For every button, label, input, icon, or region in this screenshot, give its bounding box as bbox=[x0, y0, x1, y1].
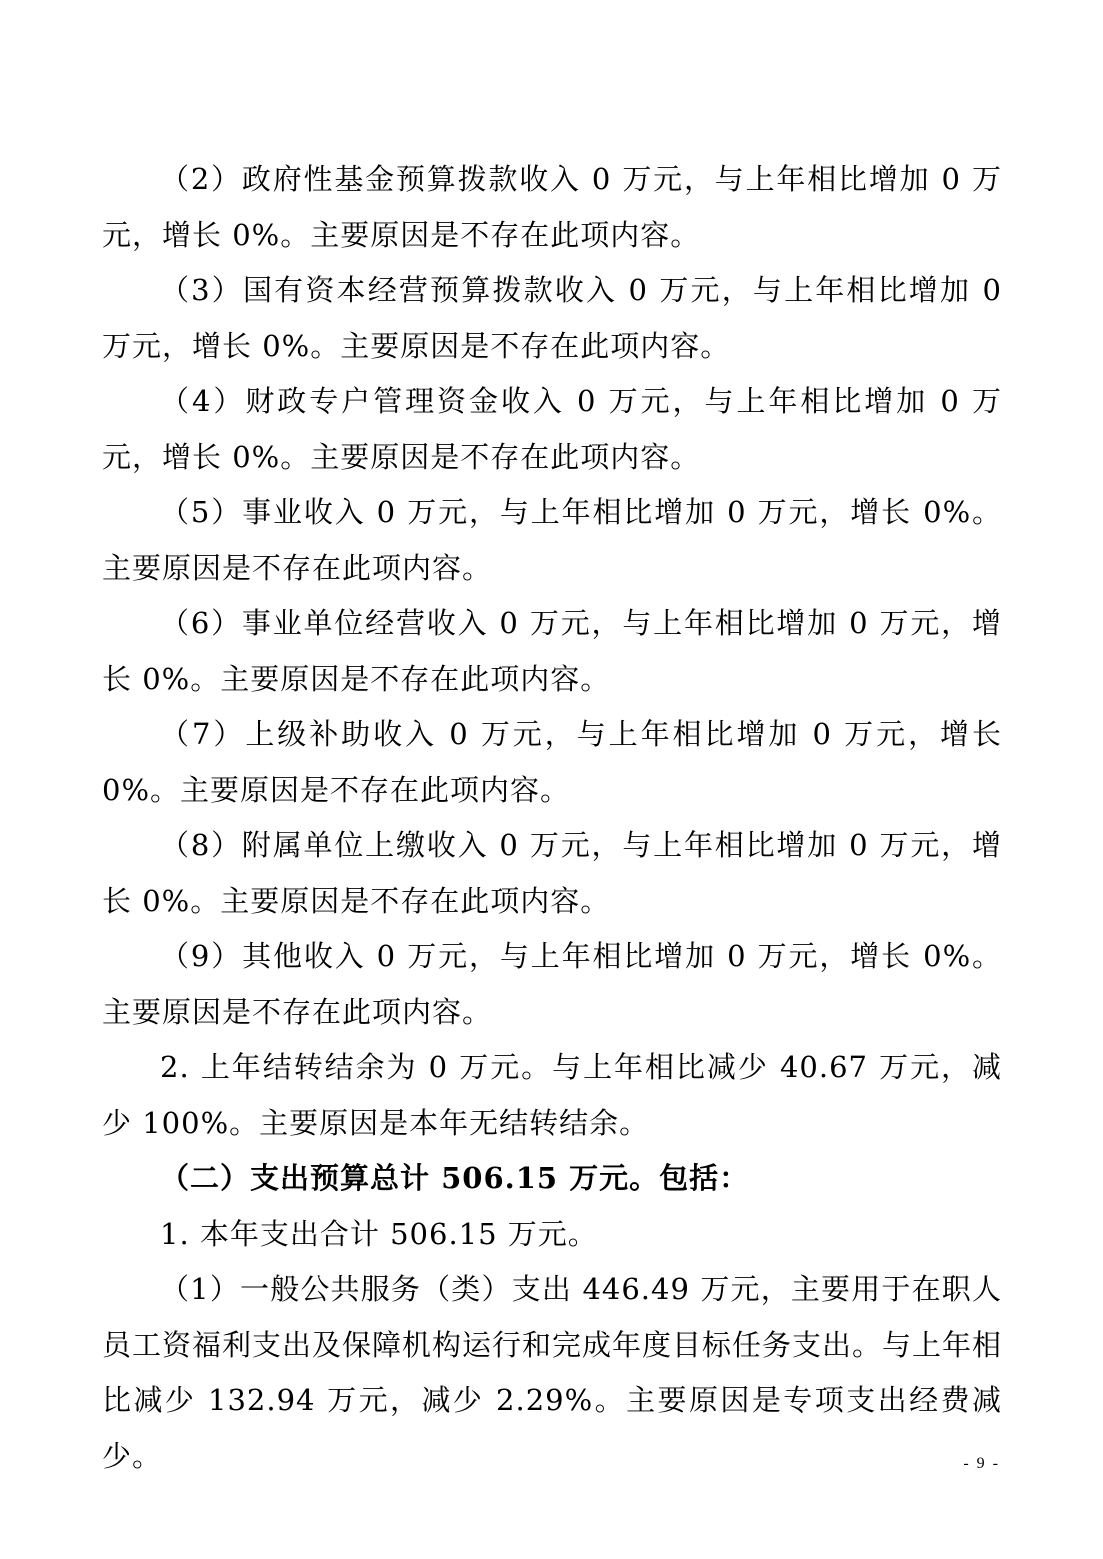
paragraph-other-income: （9）其他收入 0 万元，与上年相比增加 0 万元，增长 0%。主要原因是不存在此项内容。 bbox=[102, 939, 1002, 1029]
section-heading-expenditure: （二）支出预算总计 506.15 万元。包括： bbox=[160, 1161, 750, 1195]
paragraph-operating-income: （6）事业单位经营收入 0 万元，与上年相比增加 0 万元，增长 0%。主要原因是不存在此项内容。 bbox=[102, 606, 1002, 696]
paragraph-total-expenditure: 1. 本年支出合计 506.15 万元。 bbox=[160, 1216, 598, 1251]
paragraph-fiscal-account-income: （4）财政专户管理资金收入 0 万元，与上年相比增加 0 万元，增长 0%。主要原因是不存在此项内容。 bbox=[102, 384, 1002, 474]
page-content bbox=[102, 152, 1002, 1484]
paragraph-state-capital-income: （3）国有资本经营预算拨款收入 0 万元，与上年相比增加 0 万元，增长 0%。主要原因是不存在此项内容。 bbox=[102, 273, 1002, 363]
paragraph-business-income: （5）事业收入 0 万元，与上年相比增加 0 万元，增长 0%。主要原因是不存在此项内容。 bbox=[102, 495, 1002, 585]
page-number: - 9 - bbox=[963, 1455, 1000, 1472]
paragraph-government-fund-income: （2）政府性基金预算拨款收入 0 万元，与上年相比增加 0 万元，增长 0%。主要原因是不存在此项内容。 bbox=[102, 162, 1002, 252]
paragraph-affiliate-remittance-income: （8）附属单位上缴收入 0 万元，与上年相比增加 0 万元，增长 0%。主要原因是不存在此项内容。 bbox=[102, 828, 1002, 918]
paragraph-superior-subsidy-income: （7）上级补助收入 0 万元，与上年相比增加 0 万元，增长 0%。主要原因是不存在此项内容。 bbox=[102, 717, 1002, 807]
paragraph-public-service-expenditure: （1）一般公共服务（类）支出 446.49 万元，主要用于在职人员工资福利支出及保障机构运行和完成年度目标任务支出。与上年相比减少 132.94 万元，减少 2.29%。主要原因是专项支出经费减少。 bbox=[102, 1272, 1003, 1473]
paragraph-carryover-balance: 2. 上年结转结余为 0 万元。与上年相比减少 40.67 万元，减少 100%。主要原因是本年无结转结余。 bbox=[102, 1050, 1002, 1140]
